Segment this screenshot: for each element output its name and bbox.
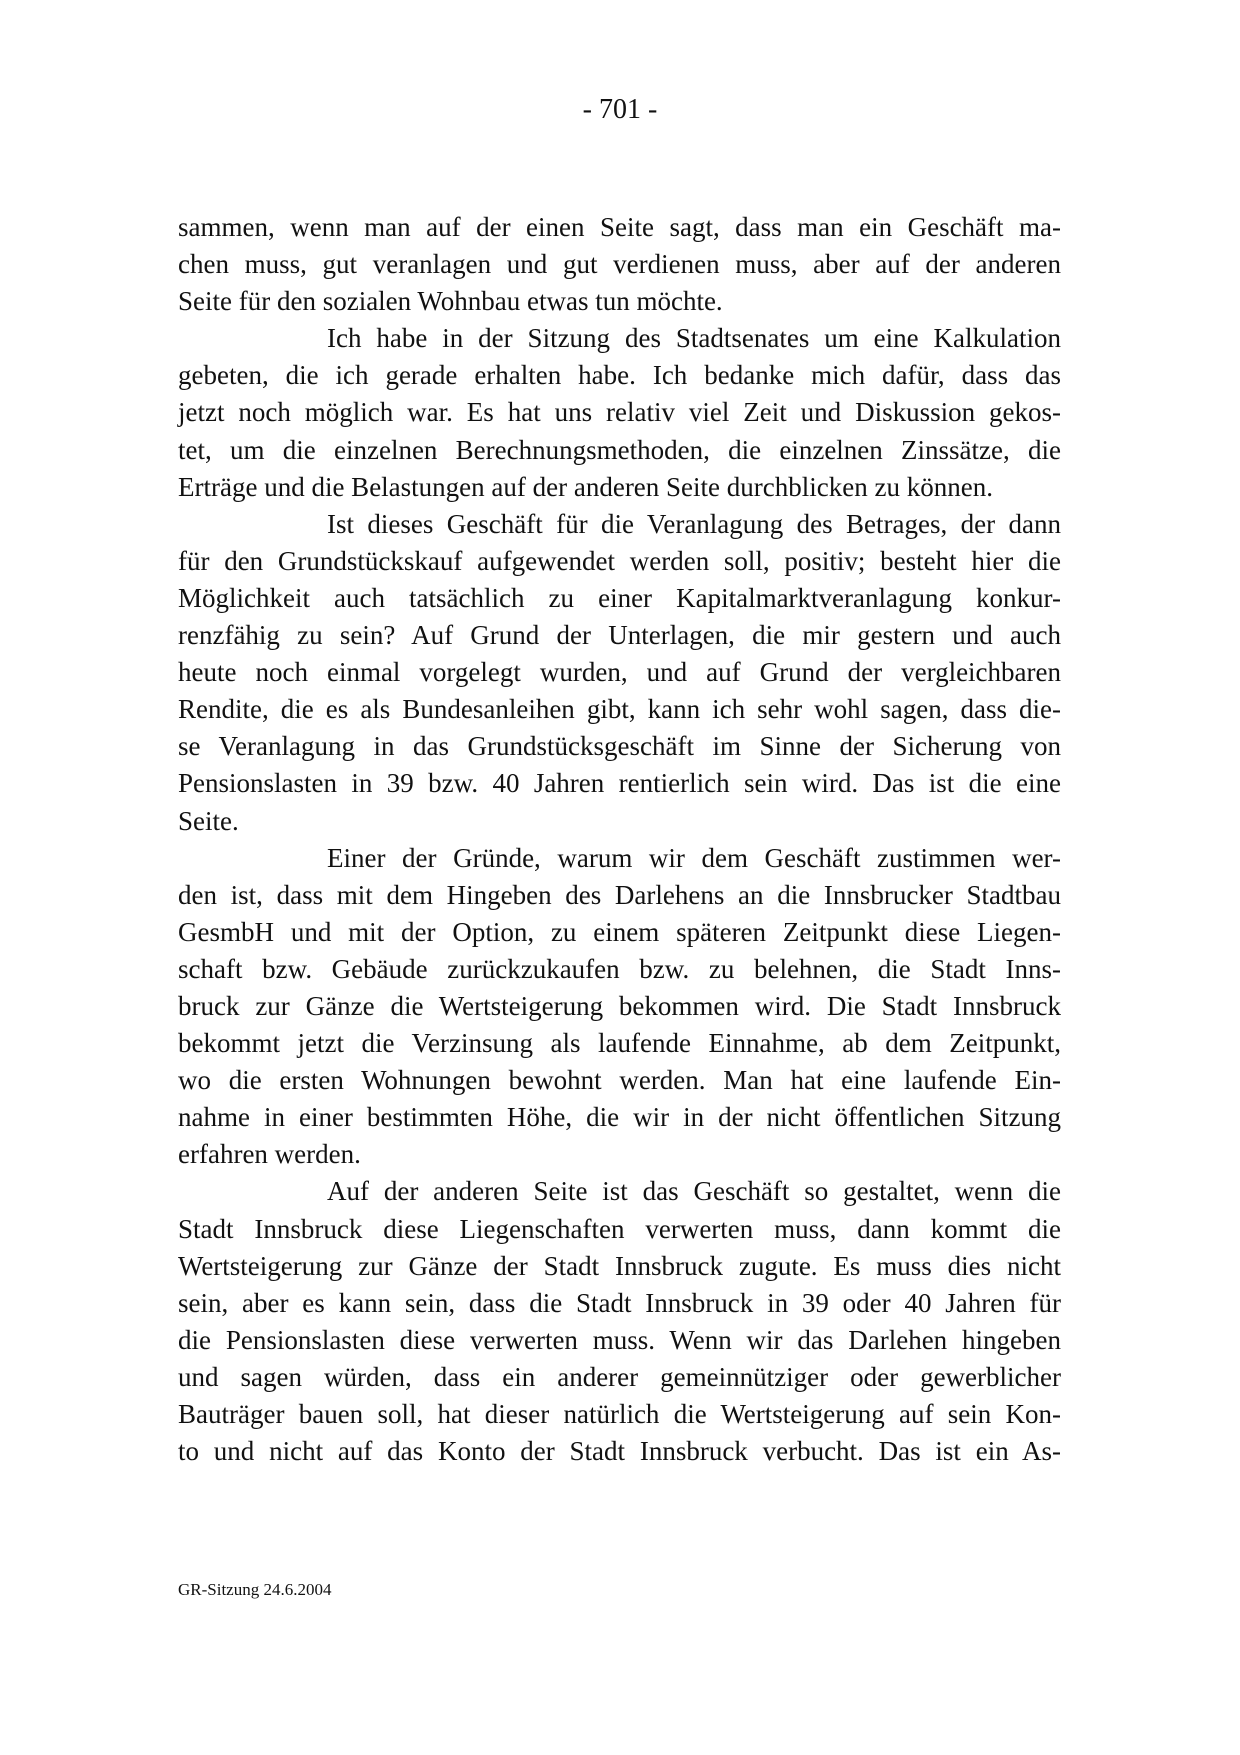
text-line: Wertsteigerung zur Gänze der Stadt Innsbruck zugute. Es muss dies nicht — [178, 1250, 1061, 1281]
text-line: Stadt Innsbruck diese Liegenschaften verwerten muss, dann kommt die — [178, 1213, 1061, 1244]
text-line: Ich habe in der Sitzung des Stadtsenates um eine Kalkulation — [327, 323, 1061, 354]
text-line: und sagen würden, dass ein anderer gemeinnütziger oder gewerblicher — [178, 1361, 1061, 1392]
text-line: se Veranlagung in das Grundstücksgeschäft im Sinne der Sicherung von — [178, 731, 1061, 762]
text-line: die Pensionslasten diese verwerten muss. Wenn wir das Darlehen hingeben — [178, 1324, 1061, 1355]
text-line: Seite. — [178, 805, 239, 836]
text-line: Erträge und die Belastungen auf der anderen Seite durchblicken zu können. — [178, 471, 993, 502]
text-line: schaft bzw. Gebäude zurückzukaufen bzw. zu belehnen, die Stadt Inns- — [178, 953, 1061, 984]
text-line: sein, aber es kann sein, dass die Stadt Innsbruck in 39 oder 40 Jahren für — [178, 1287, 1061, 1318]
text-line: Möglichkeit auch tatsächlich zu einer Kapitalmarktveranlagung konkur- — [178, 582, 1061, 613]
text-line: chen muss, gut veranlagen und gut verdienen muss, aber auf der anderen — [178, 249, 1061, 280]
text-line: Auf der anderen Seite ist das Geschäft so gestaltet, wenn die — [327, 1176, 1061, 1207]
text-line: Einer der Gründe, warum wir dem Geschäft zustimmen wer- — [327, 842, 1061, 873]
text-line: to und nicht auf das Konto der Stadt Innsbruck verbucht. Das ist ein As- — [178, 1436, 1061, 1467]
text-line: gebeten, die ich gerade erhalten habe. Ich bedanke mich dafür, dass das — [178, 360, 1061, 391]
text-line: nahme in einer bestimmten Höhe, die wir in der nicht öffentlichen Sitzung — [178, 1102, 1061, 1133]
text-line: tet, um die einzelnen Berechnungsmethoden, die einzelnen Zinssätze, die — [178, 434, 1061, 465]
paragraph — [178, 320, 1061, 505]
document-body — [178, 209, 1061, 1470]
text-line: Rendite, die es als Bundesanleihen gibt, kann ich sehr wohl sagen, dass die- — [178, 694, 1061, 725]
text-line: für den Grundstückskauf aufgewendet werden soll, positiv; besteht hier die — [178, 545, 1061, 576]
text-line: jetzt noch möglich war. Es hat uns relativ viel Zeit und Diskussion gekos- — [178, 397, 1061, 428]
text-line: renzfähig zu sein? Auf Grund der Unterlagen, die mir gestern und auch — [178, 620, 1061, 651]
page-footer: GR-Sitzung 24.6.2004 — [178, 1580, 332, 1599]
paragraph — [178, 506, 1061, 840]
page-number: - 701 - — [582, 94, 658, 125]
text-line: erfahren werden. — [178, 1139, 361, 1170]
text-line: sammen, wenn man auf der einen Seite sagt, dass man ein Geschäft ma- — [178, 212, 1061, 242]
text-line: wo die ersten Wohnungen bewohnt werden. Man hat eine laufende Ein- — [178, 1065, 1061, 1096]
paragraph — [178, 209, 1061, 320]
text-line: bekommt jetzt die Verzinsung als laufende Einnahme, ab dem Zeitpunkt, — [178, 1028, 1061, 1059]
text-line: Ist dieses Geschäft für die Veranlagung des Betrages, der dann — [327, 508, 1061, 539]
paragraph — [178, 1173, 1061, 1470]
text-line: bruck zur Gänze die Wertsteigerung bekommen wird. Die Stadt Innsbruck — [178, 990, 1061, 1021]
text-line: GesmbH und mit der Option, zu einem späteren Zeitpunkt diese Liegen- — [178, 916, 1061, 947]
text-line: Bauträger bauen soll, hat dieser natürlich die Wertsteigerung auf sein Kon- — [178, 1399, 1061, 1429]
text-line: Seite für den sozialen Wohnbau etwas tun möchte. — [178, 286, 723, 317]
text-line: den ist, dass mit dem Hingeben des Darlehens an die Innsbrucker Stadtbau — [178, 879, 1061, 910]
paragraph — [178, 840, 1061, 1174]
text-line: heute noch einmal vorgelegt wurden, und auf Grund der vergleichbaren — [178, 657, 1061, 688]
text-line: Pensionslasten in 39 bzw. 40 Jahren rentierlich sein wird. Das ist die eine — [178, 768, 1061, 799]
